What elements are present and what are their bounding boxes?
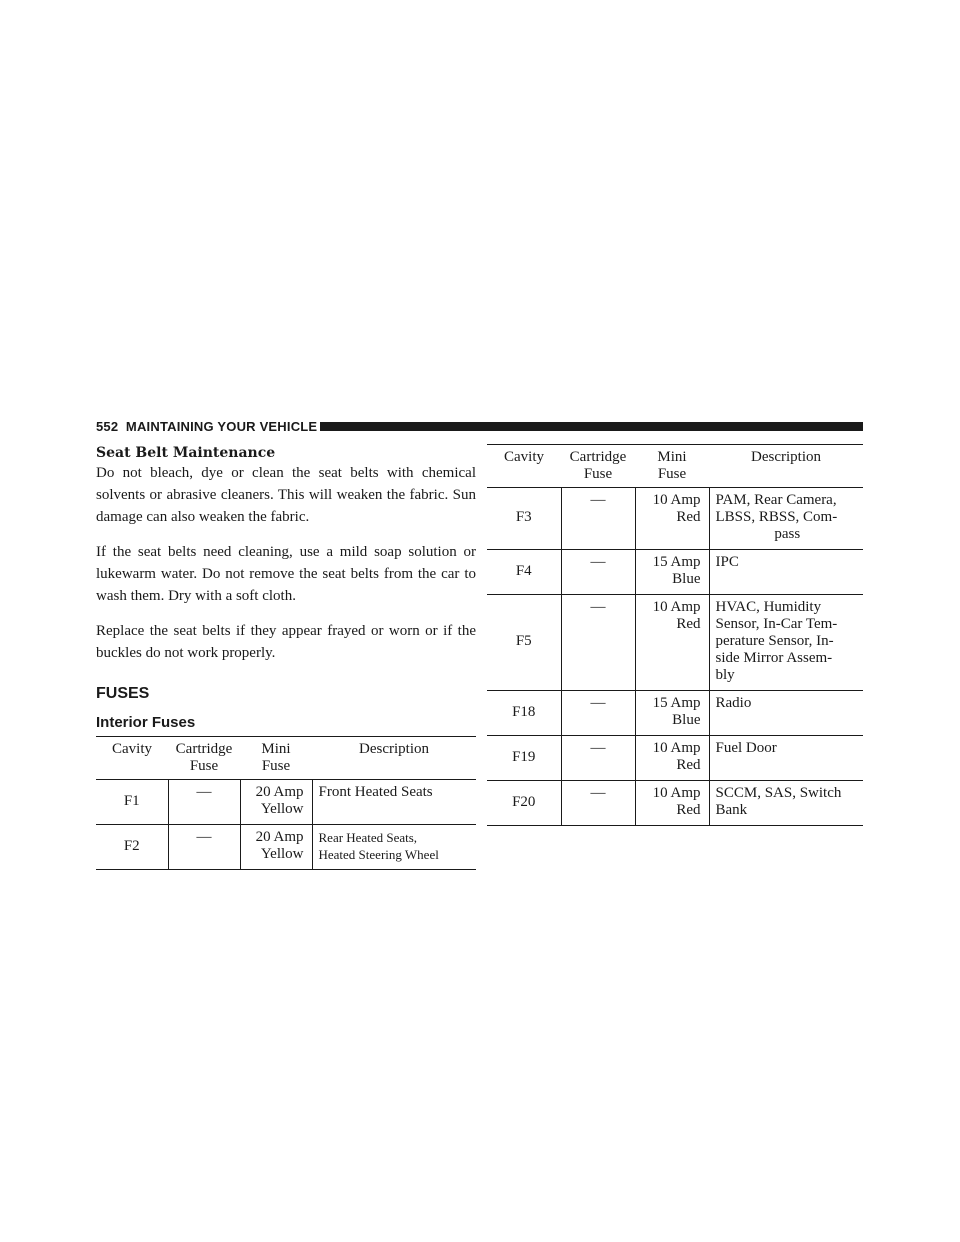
table-row bbox=[487, 736, 863, 781]
mini-fuse-cell bbox=[635, 691, 709, 736]
cartridge-cell: — bbox=[168, 825, 240, 870]
mini-amp: 10 Amp bbox=[652, 599, 701, 615]
mini-fuse-cell bbox=[635, 736, 709, 781]
cavity-cell: F20 bbox=[487, 781, 561, 826]
cartridge-cell: — bbox=[561, 550, 635, 595]
mini-fuse-cell bbox=[240, 780, 312, 825]
table-row bbox=[96, 825, 476, 870]
description-cell bbox=[709, 736, 863, 781]
cavity-cell: F19 bbox=[487, 736, 561, 781]
mini-fuse-cell bbox=[240, 825, 312, 870]
header-rule bbox=[320, 422, 863, 431]
header-description: Description bbox=[312, 737, 476, 780]
cavity-cell: F1 bbox=[96, 780, 168, 825]
seatbelt-paragraph-1: Do not bleach, dye or clean the seat belts with chemical solvents or abrasive cleaners. This will weaken the fabric. Sun damage can also weaken the fabric. bbox=[96, 465, 476, 525]
mini-color: Red bbox=[676, 616, 701, 632]
cavity-cell: F5 bbox=[487, 595, 561, 691]
header-cartridge-line2: Fuse bbox=[189, 758, 219, 774]
description-cell bbox=[709, 781, 863, 826]
cartridge-cell: — bbox=[561, 781, 635, 826]
description-cell bbox=[312, 780, 476, 825]
description-cell bbox=[709, 691, 863, 736]
description-line: Sensor, In-Car Tem- bbox=[715, 616, 838, 632]
description-line: pass bbox=[774, 526, 801, 542]
description-line: SCCM, SAS, Switch bbox=[715, 785, 842, 801]
header-cartridge-line2: Fuse bbox=[583, 466, 613, 482]
header-mini-line1: Mini bbox=[657, 449, 687, 465]
fuses-heading: FUSES bbox=[96, 685, 150, 702]
mini-amp: 10 Amp bbox=[652, 740, 701, 756]
cartridge-cell: — bbox=[561, 736, 635, 781]
mini-amp: 15 Amp bbox=[652, 695, 701, 711]
mini-color: Yellow bbox=[260, 846, 304, 862]
mini-fuse-cell bbox=[635, 550, 709, 595]
description-line: bly bbox=[715, 667, 735, 683]
header-mini bbox=[240, 737, 312, 780]
description-cell bbox=[709, 550, 863, 595]
mini-amp: 20 Amp bbox=[255, 784, 304, 800]
mini-color: Blue bbox=[672, 571, 701, 587]
header-cartridge bbox=[561, 445, 635, 488]
table-row bbox=[487, 550, 863, 595]
header-cartridge bbox=[168, 737, 240, 780]
header-cartridge-line1: Cartridge bbox=[569, 449, 627, 465]
description-cell bbox=[709, 488, 863, 550]
description-line: Bank bbox=[715, 802, 748, 818]
table-row bbox=[487, 488, 863, 550]
mini-color: Red bbox=[676, 509, 701, 525]
table-row bbox=[487, 691, 863, 736]
page-header bbox=[96, 420, 863, 434]
mini-color: Blue bbox=[672, 712, 701, 728]
left-column bbox=[96, 444, 476, 870]
description-line: Front Heated Seats bbox=[318, 784, 433, 800]
table-row bbox=[487, 781, 863, 826]
description-line: Fuel Door bbox=[715, 740, 777, 756]
mini-amp: 10 Amp bbox=[652, 785, 701, 801]
cavity-cell: F18 bbox=[487, 691, 561, 736]
cavity-cell: F3 bbox=[487, 488, 561, 550]
header-mini-line2: Fuse bbox=[261, 758, 291, 774]
mini-color: Yellow bbox=[260, 801, 304, 817]
seatbelt-paragraph-3: Replace the seat belts if they appear frayed or worn or if the buckles do not work properly. bbox=[96, 623, 476, 661]
description-line: LBSS, RBSS, Com- bbox=[715, 509, 838, 525]
cavity-cell: F4 bbox=[487, 550, 561, 595]
description-line: side Mirror Assem- bbox=[715, 650, 833, 666]
fuse-table-left bbox=[96, 736, 476, 870]
right-column bbox=[487, 444, 863, 826]
table-row bbox=[487, 595, 863, 691]
seatbelt-heading: Seat Belt Maintenance bbox=[96, 445, 276, 461]
header-mini bbox=[635, 445, 709, 488]
header-cartridge-line1: Cartridge bbox=[175, 741, 233, 757]
cartridge-cell: — bbox=[561, 595, 635, 691]
mini-amp: 10 Amp bbox=[652, 492, 701, 508]
header-mini-line2: Fuse bbox=[657, 466, 687, 482]
description-line: PAM, Rear Camera, bbox=[715, 492, 837, 508]
description-line: Rear Heated Seats, bbox=[318, 830, 418, 845]
table-header-row bbox=[96, 737, 476, 780]
description-line: Radio bbox=[715, 695, 752, 711]
running-header bbox=[96, 420, 317, 434]
description-line: IPC bbox=[715, 554, 739, 570]
mini-color: Red bbox=[676, 802, 701, 818]
table-header-row bbox=[487, 445, 863, 488]
mini-fuse-cell bbox=[635, 488, 709, 550]
cavity-cell: F2 bbox=[96, 825, 168, 870]
description-cell bbox=[312, 825, 476, 870]
header-description: Description bbox=[709, 445, 863, 488]
interior-fuses-heading: Interior Fuses bbox=[96, 714, 196, 731]
description-line: perature Sensor, In- bbox=[715, 633, 834, 649]
description-cell bbox=[709, 595, 863, 691]
section-title: MAINTAINING YOUR VEHICLE bbox=[125, 419, 318, 434]
cartridge-cell: — bbox=[561, 488, 635, 550]
header-mini-line1: Mini bbox=[261, 741, 291, 757]
page-number: 552 bbox=[96, 419, 119, 434]
cartridge-cell: — bbox=[561, 691, 635, 736]
seatbelt-paragraph-2: If the seat belts need cleaning, use a mild soap solution or lukewarm water. Do not remove the seat belts from the car to wash them. Dry with a soft cloth. bbox=[96, 544, 476, 604]
mini-fuse-cell bbox=[635, 595, 709, 691]
mini-color: Red bbox=[676, 757, 701, 773]
fuse-table-right bbox=[487, 444, 863, 826]
cartridge-cell: — bbox=[168, 780, 240, 825]
description-line: Heated Steering Wheel bbox=[318, 847, 439, 862]
mini-amp: 20 Amp bbox=[255, 829, 304, 845]
header-cavity: Cavity bbox=[487, 445, 561, 488]
header-cavity: Cavity bbox=[96, 737, 168, 780]
description-line: HVAC, Humidity bbox=[715, 599, 822, 615]
mini-amp: 15 Amp bbox=[652, 554, 701, 570]
table-row bbox=[96, 780, 476, 825]
mini-fuse-cell bbox=[635, 781, 709, 826]
